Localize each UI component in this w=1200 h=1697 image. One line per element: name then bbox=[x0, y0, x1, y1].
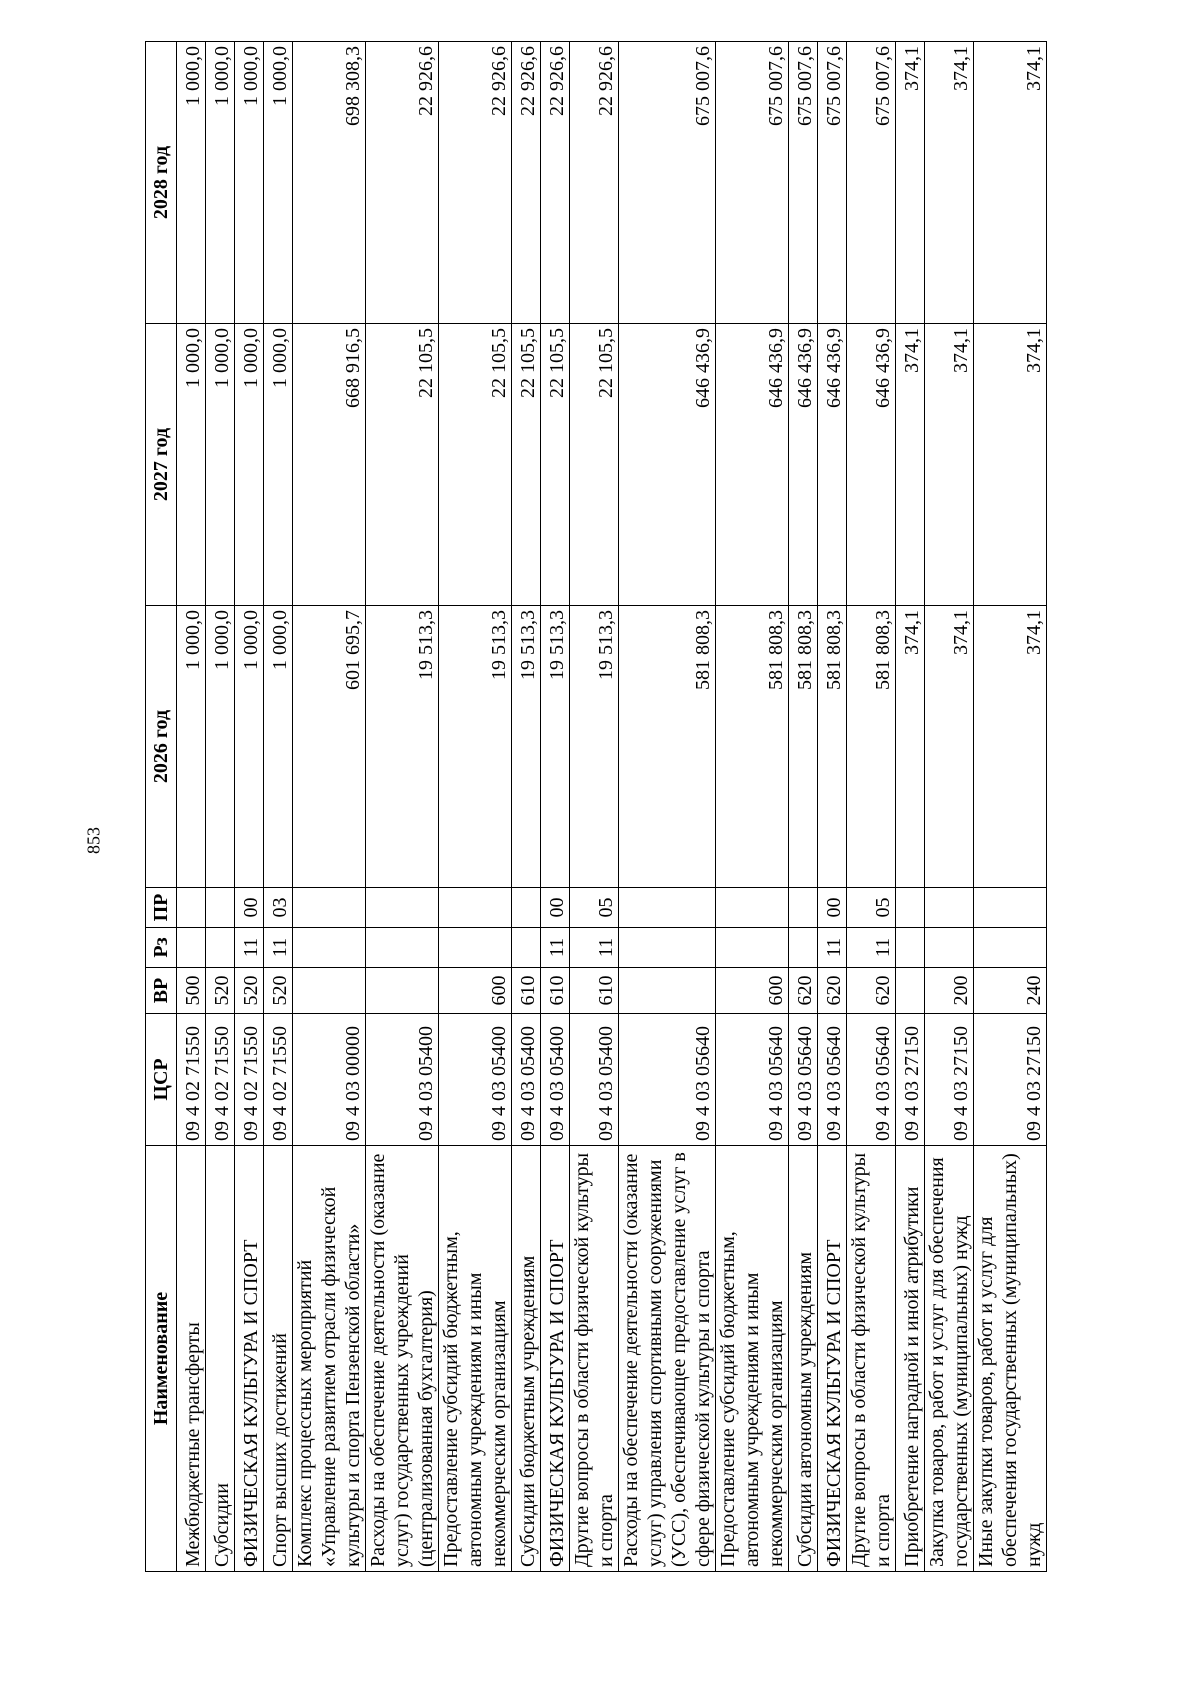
cell-2027: 646 436,9 bbox=[818, 324, 847, 606]
cell-2028: 374,1 bbox=[925, 42, 974, 324]
cell-2028: 374,1 bbox=[974, 42, 1047, 324]
cell-csr: 09 4 03 27150 bbox=[925, 1014, 974, 1146]
cell-pr: 00 bbox=[235, 888, 264, 928]
table-row bbox=[293, 42, 366, 1572]
cell-vr: 600 bbox=[716, 968, 789, 1014]
cell-rz: 11 bbox=[235, 928, 264, 968]
cell-name: Субсидии автономным учреждениям bbox=[789, 1146, 818, 1572]
cell-vr bbox=[366, 968, 439, 1014]
table-row bbox=[619, 42, 716, 1572]
cell-pr bbox=[925, 888, 974, 928]
cell-pr bbox=[293, 888, 366, 928]
cell-vr: 500 bbox=[177, 968, 206, 1014]
cell-pr bbox=[619, 888, 716, 928]
cell-2026: 1 000,0 bbox=[264, 606, 293, 888]
header-vr: ВР bbox=[146, 968, 177, 1014]
table-row bbox=[177, 42, 206, 1572]
cell-name: Комплекс процессных мероприятий «Управление развитием отрасли физической культуры и спорта Пензенской области» bbox=[293, 1146, 366, 1572]
table-row bbox=[847, 42, 896, 1572]
cell-name: Другие вопросы в области физической культуры и спорта bbox=[570, 1146, 619, 1572]
cell-2026: 581 808,3 bbox=[847, 606, 896, 888]
cell-2028: 1 000,0 bbox=[206, 42, 235, 324]
cell-2027: 374,1 bbox=[974, 324, 1047, 606]
cell-name: Субсидии bbox=[206, 1146, 235, 1572]
cell-vr: 520 bbox=[235, 968, 264, 1014]
cell-rz: 11 bbox=[264, 928, 293, 968]
cell-2027: 22 105,5 bbox=[541, 324, 570, 606]
cell-csr: 09 4 02 71550 bbox=[206, 1014, 235, 1146]
cell-2028: 22 926,6 bbox=[366, 42, 439, 324]
cell-2026: 19 513,3 bbox=[541, 606, 570, 888]
cell-2026: 1 000,0 bbox=[235, 606, 264, 888]
cell-2027: 374,1 bbox=[925, 324, 974, 606]
cell-csr: 09 4 03 05400 bbox=[366, 1014, 439, 1146]
cell-name: Приобретение наградной и иной атрибутики bbox=[896, 1146, 925, 1572]
cell-vr: 620 bbox=[789, 968, 818, 1014]
cell-2026: 581 808,3 bbox=[789, 606, 818, 888]
cell-vr: 200 bbox=[925, 968, 974, 1014]
cell-vr: 240 bbox=[974, 968, 1047, 1014]
cell-pr bbox=[789, 888, 818, 928]
cell-rz: 11 bbox=[541, 928, 570, 968]
table-row bbox=[925, 42, 974, 1572]
cell-2026: 1 000,0 bbox=[177, 606, 206, 888]
cell-2028: 675 007,6 bbox=[716, 42, 789, 324]
cell-csr: 09 4 02 71550 bbox=[235, 1014, 264, 1146]
header-2027: 2027 год bbox=[146, 324, 177, 606]
cell-2026: 601 695,7 bbox=[293, 606, 366, 888]
cell-2027: 1 000,0 bbox=[206, 324, 235, 606]
budget-table bbox=[145, 41, 1047, 1572]
cell-vr: 610 bbox=[541, 968, 570, 1014]
cell-vr: 610 bbox=[512, 968, 541, 1014]
table-row bbox=[896, 42, 925, 1572]
cell-2028: 22 926,6 bbox=[570, 42, 619, 324]
cell-pr: 03 bbox=[264, 888, 293, 928]
cell-vr: 520 bbox=[264, 968, 293, 1014]
cell-csr: 09 4 03 05640 bbox=[716, 1014, 789, 1146]
cell-csr: 09 4 03 05640 bbox=[847, 1014, 896, 1146]
cell-2027: 646 436,9 bbox=[789, 324, 818, 606]
table-row bbox=[789, 42, 818, 1572]
cell-rz bbox=[789, 928, 818, 968]
cell-vr: 620 bbox=[818, 968, 847, 1014]
cell-rz bbox=[206, 928, 235, 968]
cell-2027: 646 436,9 bbox=[847, 324, 896, 606]
cell-name: Другие вопросы в области физической культуры и спорта bbox=[847, 1146, 896, 1572]
cell-2026: 374,1 bbox=[896, 606, 925, 888]
cell-2028: 1 000,0 bbox=[235, 42, 264, 324]
table-row bbox=[512, 42, 541, 1572]
cell-pr: 00 bbox=[818, 888, 847, 928]
cell-csr: 09 4 03 05400 bbox=[541, 1014, 570, 1146]
cell-2027: 374,1 bbox=[896, 324, 925, 606]
table-row bbox=[974, 42, 1047, 1572]
cell-csr: 09 4 03 27150 bbox=[896, 1014, 925, 1146]
cell-csr: 09 4 03 05400 bbox=[512, 1014, 541, 1146]
cell-vr bbox=[896, 968, 925, 1014]
cell-name: ФИЗИЧЕСКАЯ КУЛЬТУРА И СПОРТ bbox=[541, 1146, 570, 1572]
cell-csr: 09 4 02 71550 bbox=[177, 1014, 206, 1146]
cell-2028: 675 007,6 bbox=[619, 42, 716, 324]
table-row bbox=[570, 42, 619, 1572]
cell-2026: 374,1 bbox=[974, 606, 1047, 888]
cell-2027: 1 000,0 bbox=[264, 324, 293, 606]
cell-csr: 09 4 03 05640 bbox=[619, 1014, 716, 1146]
cell-2028: 374,1 bbox=[896, 42, 925, 324]
cell-rz bbox=[925, 928, 974, 968]
cell-name: Расходы на обеспечение деятельности (оказание услуг) государственных учреждений (централизованная бухгалтерия) bbox=[366, 1146, 439, 1572]
cell-csr: 09 4 03 05400 bbox=[439, 1014, 512, 1146]
cell-rz bbox=[896, 928, 925, 968]
header-csr: ЦСР bbox=[146, 1014, 177, 1146]
cell-name: Закупка товаров, работ и услуг для обеспечения государственных (муниципальных) нужд bbox=[925, 1146, 974, 1572]
cell-pr: 05 bbox=[847, 888, 896, 928]
cell-pr bbox=[206, 888, 235, 928]
cell-rz: 11 bbox=[847, 928, 896, 968]
cell-name: ФИЗИЧЕСКАЯ КУЛЬТУРА И СПОРТ bbox=[235, 1146, 264, 1572]
cell-2026: 581 808,3 bbox=[619, 606, 716, 888]
cell-rz bbox=[619, 928, 716, 968]
cell-2027: 22 105,5 bbox=[366, 324, 439, 606]
cell-2026: 19 513,3 bbox=[570, 606, 619, 888]
cell-vr: 610 bbox=[570, 968, 619, 1014]
cell-pr bbox=[716, 888, 789, 928]
table-header-row bbox=[146, 42, 177, 1572]
cell-pr bbox=[177, 888, 206, 928]
cell-pr bbox=[896, 888, 925, 928]
header-name: Наименование bbox=[146, 1146, 177, 1572]
cell-2028: 675 007,6 bbox=[847, 42, 896, 324]
table-row bbox=[818, 42, 847, 1572]
cell-2027: 22 105,5 bbox=[570, 324, 619, 606]
cell-pr bbox=[974, 888, 1047, 928]
cell-vr: 620 bbox=[847, 968, 896, 1014]
cell-name: Расходы на обеспечение деятельности (оказание услуг) управления спортивными сооружениями (УСС), обеспечивающее предоставление услуг в сфере физической культуры и спорта bbox=[619, 1146, 716, 1572]
table-row bbox=[541, 42, 570, 1572]
cell-csr: 09 4 03 27150 bbox=[974, 1014, 1047, 1146]
cell-name: Спорт высших достижений bbox=[264, 1146, 293, 1572]
cell-name: Предоставление субсидий бюджетным, автономным учреждениям и иным некоммерческим организациям bbox=[439, 1146, 512, 1572]
cell-name: Межбюджетные трансферты bbox=[177, 1146, 206, 1572]
header-rz: Рз bbox=[146, 928, 177, 968]
cell-rz bbox=[293, 928, 366, 968]
cell-2027: 668 916,5 bbox=[293, 324, 366, 606]
cell-2027: 646 436,9 bbox=[619, 324, 716, 606]
cell-2026: 19 513,3 bbox=[512, 606, 541, 888]
table-body bbox=[177, 42, 1047, 1572]
table-row bbox=[439, 42, 512, 1572]
cell-2028: 675 007,6 bbox=[789, 42, 818, 324]
table-row bbox=[206, 42, 235, 1572]
cell-rz bbox=[512, 928, 541, 968]
cell-2026: 581 808,3 bbox=[818, 606, 847, 888]
table-row bbox=[264, 42, 293, 1572]
cell-csr: 09 4 03 05640 bbox=[818, 1014, 847, 1146]
cell-2026: 19 513,3 bbox=[366, 606, 439, 888]
rotated-table-container bbox=[145, 42, 1045, 1572]
cell-2027: 1 000,0 bbox=[235, 324, 264, 606]
table-row bbox=[235, 42, 264, 1572]
cell-2027: 22 105,5 bbox=[439, 324, 512, 606]
cell-2028: 22 926,6 bbox=[512, 42, 541, 324]
cell-2027: 646 436,9 bbox=[716, 324, 789, 606]
cell-2027: 22 105,5 bbox=[512, 324, 541, 606]
cell-2028: 1 000,0 bbox=[177, 42, 206, 324]
cell-2027: 1 000,0 bbox=[177, 324, 206, 606]
table-row bbox=[716, 42, 789, 1572]
header-2026: 2026 год bbox=[146, 606, 177, 888]
cell-pr bbox=[366, 888, 439, 928]
cell-rz bbox=[974, 928, 1047, 968]
cell-2026: 374,1 bbox=[925, 606, 974, 888]
cell-vr bbox=[293, 968, 366, 1014]
cell-csr: 09 4 02 71550 bbox=[264, 1014, 293, 1146]
cell-2028: 1 000,0 bbox=[264, 42, 293, 324]
cell-2026: 1 000,0 bbox=[206, 606, 235, 888]
cell-pr bbox=[512, 888, 541, 928]
cell-2026: 581 808,3 bbox=[716, 606, 789, 888]
cell-2026: 19 513,3 bbox=[439, 606, 512, 888]
cell-rz: 11 bbox=[818, 928, 847, 968]
cell-name: ФИЗИЧЕСКАЯ КУЛЬТУРА И СПОРТ bbox=[818, 1146, 847, 1572]
table-row bbox=[366, 42, 439, 1572]
cell-2028: 698 308,3 bbox=[293, 42, 366, 324]
cell-2028: 22 926,6 bbox=[439, 42, 512, 324]
header-pr: ПР bbox=[146, 888, 177, 928]
cell-rz bbox=[716, 928, 789, 968]
cell-pr bbox=[439, 888, 512, 928]
page-number: 853 bbox=[83, 827, 104, 854]
cell-rz bbox=[366, 928, 439, 968]
cell-rz bbox=[177, 928, 206, 968]
cell-name: Предоставление субсидий бюджетным, автономным учреждениям и иным некоммерческим организациям bbox=[716, 1146, 789, 1572]
cell-pr: 00 bbox=[541, 888, 570, 928]
cell-name: Иные закупки товаров, работ и услуг для обеспечения государственных (муниципальных) нужд bbox=[974, 1146, 1047, 1572]
cell-vr: 520 bbox=[206, 968, 235, 1014]
cell-rz bbox=[439, 928, 512, 968]
cell-csr: 09 4 03 05640 bbox=[789, 1014, 818, 1146]
cell-csr: 09 4 03 05400 bbox=[570, 1014, 619, 1146]
cell-vr: 600 bbox=[439, 968, 512, 1014]
cell-name: Субсидии бюджетным учреждениям bbox=[512, 1146, 541, 1572]
cell-2028: 22 926,6 bbox=[541, 42, 570, 324]
cell-rz: 11 bbox=[570, 928, 619, 968]
cell-csr: 09 4 03 00000 bbox=[293, 1014, 366, 1146]
cell-2028: 675 007,6 bbox=[818, 42, 847, 324]
cell-pr: 05 bbox=[570, 888, 619, 928]
header-2028: 2028 год bbox=[146, 42, 177, 324]
cell-vr bbox=[619, 968, 716, 1014]
